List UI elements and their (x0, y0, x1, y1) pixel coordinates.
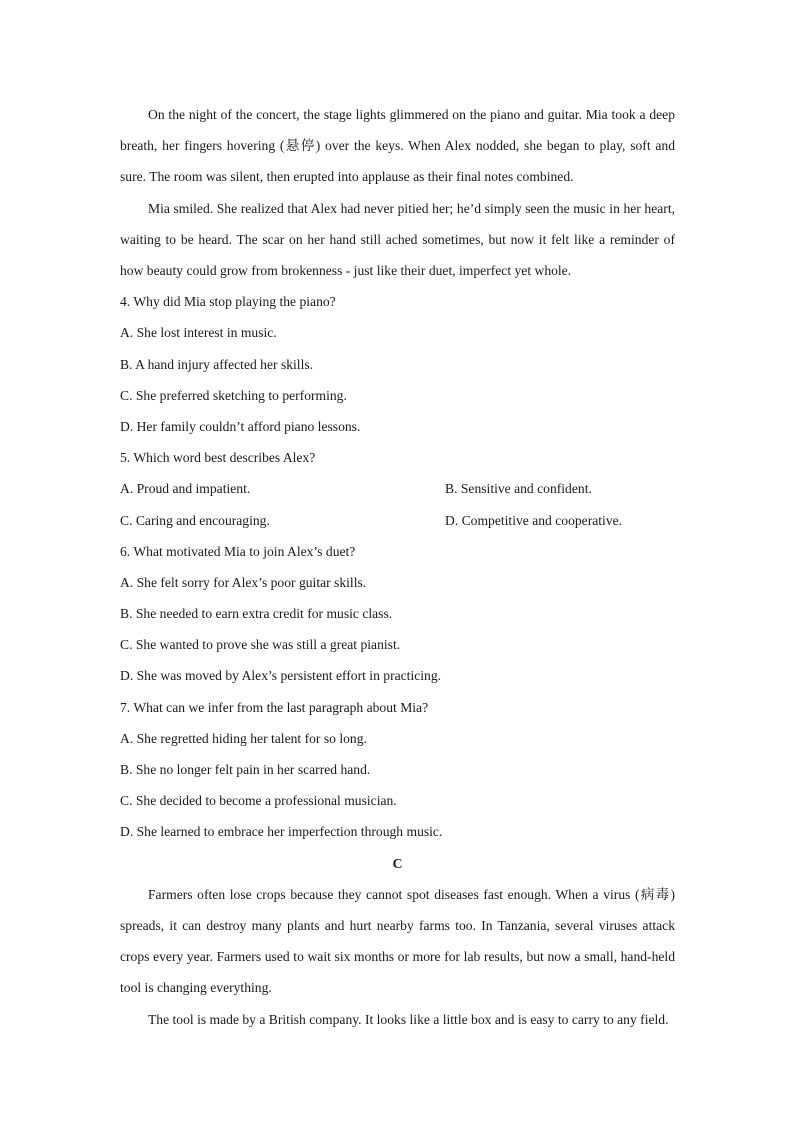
option-d: D. Her family couldn’t afford piano lessons. (120, 418, 361, 434)
question-4 (120, 286, 675, 442)
section-heading-c: C (392, 855, 403, 871)
passage-b-paragraph-2: Mia smiled. She realized that Alex had never pitied her; he’d simply seen the music in her heart, waiting to be heard. The scar on her hand still ached sometimes, but now it felt like a reminder of how beauty could grow from brokenness - just like their duet, imperfect yet whole. (120, 200, 675, 279)
option-c: C. She decided to become a professional musician. (120, 793, 397, 809)
option-row (120, 473, 675, 504)
option-b: B. Sensitive and confident. (445, 481, 592, 497)
option-c: C. Caring and encouraging. (120, 512, 270, 528)
exam-page (120, 99, 675, 1035)
option-d: D. She learned to embrace her imperfection through music. (120, 824, 443, 840)
question-6 (120, 536, 675, 692)
option-d: D. She was moved by Alex’s persistent effort in practicing. (120, 668, 442, 684)
option-b: B. She needed to earn extra credit for music class. (120, 606, 393, 622)
passage-c-paragraph-2: The tool is made by a British company. It looks like a little box and is easy to carry to any field. (148, 1011, 669, 1027)
option-a: A. Proud and impatient. (120, 481, 251, 497)
option-d: D. Competitive and cooperative. (445, 512, 623, 528)
option-a: A. She regretted hiding her talent for so long. (120, 730, 367, 746)
passage-c-paragraph-1: Farmers often lose crops because they cannot spot diseases fast enough. When a virus (病毒) spreads, it can destroy many plants and hurt nearby farms too. In Tanzania, several viruses attack crops every year. Farmers used to wait six months or more for lab results, but now a small, hand-held tool is changing everything. (120, 886, 675, 996)
option-a: A. She felt sorry for Alex’s poor guitar skills. (120, 574, 367, 590)
question-stem: 7. What can we infer from the last paragraph about Mia? (120, 699, 429, 715)
passage-b-paragraph-1: On the night of the concert, the stage lights glimmered on the piano and guitar. Mia took a deep breath, her fingers hovering (悬停) over the keys. When Alex nodded, she began to play, soft and sure. The room was silent, then erupted into applause as their final notes combined. (120, 107, 675, 185)
option-a: A. She lost interest in music. (120, 325, 277, 341)
option-b: B. She no longer felt pain in her scarred hand. (120, 762, 371, 778)
question-stem: 4. Why did Mia stop playing the piano? (120, 294, 336, 310)
option-b: B. A hand injury affected her skills. (120, 356, 314, 372)
question-stem: 6. What motivated Mia to join Alex’s duet? (120, 543, 356, 559)
option-c: C. She preferred sketching to performing. (120, 387, 347, 403)
question-7 (120, 692, 675, 848)
option-row (120, 505, 675, 536)
option-c: C. She wanted to prove she was still a great pianist. (120, 637, 401, 653)
question-5 (120, 442, 675, 536)
question-stem: 5. Which word best describes Alex? (120, 450, 316, 466)
